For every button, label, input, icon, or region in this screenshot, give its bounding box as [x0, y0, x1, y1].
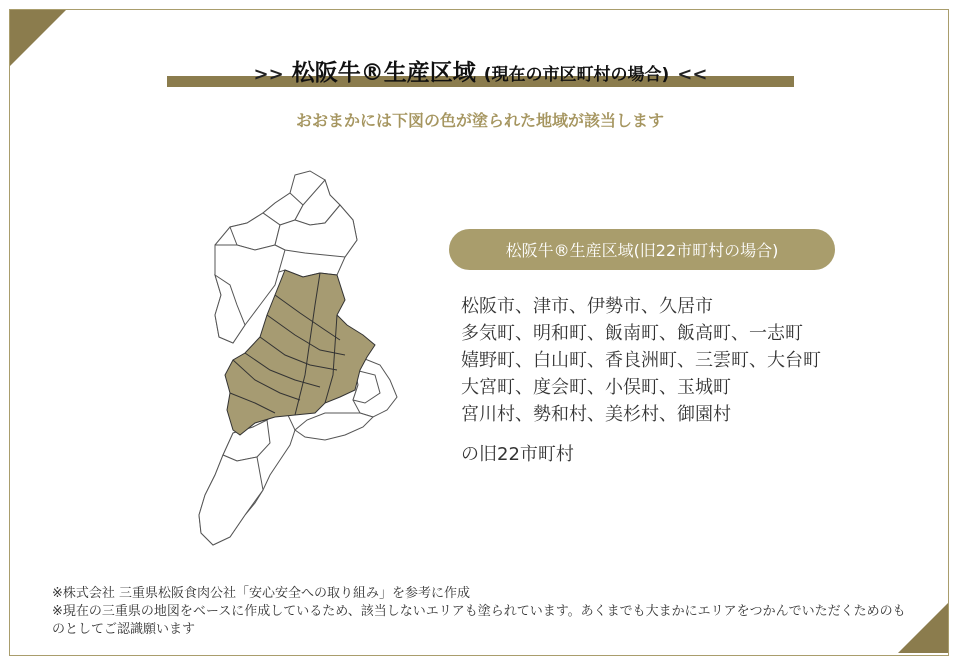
- footnote-disclaimer: ※現在の三重県の地図をベースに作成しているため、該当しないエリアも塗られています。あくまでも大まかにエリアをつかんでいただくためのものとしてご認識願います: [52, 604, 906, 637]
- municipality-line: 松阪市、津市、伊勢市、久居市: [461, 296, 713, 317]
- municipality-line: 大宮町、度会町、小俣町、玉城町: [461, 377, 731, 398]
- municipality-line: 宮川村、勢和村、美杉村、御園村: [461, 404, 731, 425]
- footnote-source: ※株式会社 三重県松阪食肉公社「安心安全への取り組み」を参考に作成: [52, 586, 471, 601]
- municipality-suffix: の旧22市町村: [461, 444, 574, 465]
- mie-prefecture-map: [175, 165, 415, 555]
- municipality-list: [461, 293, 821, 428]
- footnotes: [52, 585, 912, 639]
- title-chevron-left: >>: [253, 63, 284, 85]
- corner-decoration-top-left: [10, 10, 66, 66]
- title-chevron-right: <<: [677, 63, 708, 85]
- legend-pill: 松阪牛®生産区域(旧22市町村の場合): [449, 229, 835, 270]
- page-subtitle: おおまかには下図の色が塗られた地域が該当します: [295, 111, 664, 130]
- map-south-subdivision: [199, 455, 263, 545]
- municipality-line: 嬉野町、白山町、香良洲町、三雲町、大台町: [461, 350, 821, 371]
- page-title: [167, 52, 794, 88]
- map-east-coast: [295, 413, 373, 440]
- municipality-line: 多気町、明和町、飯南町、飯高町、一志町: [461, 323, 803, 344]
- title-sub-text: (現在の市区町村の場合): [483, 64, 670, 85]
- title-main-text: 松阪牛®生産区域: [291, 59, 476, 86]
